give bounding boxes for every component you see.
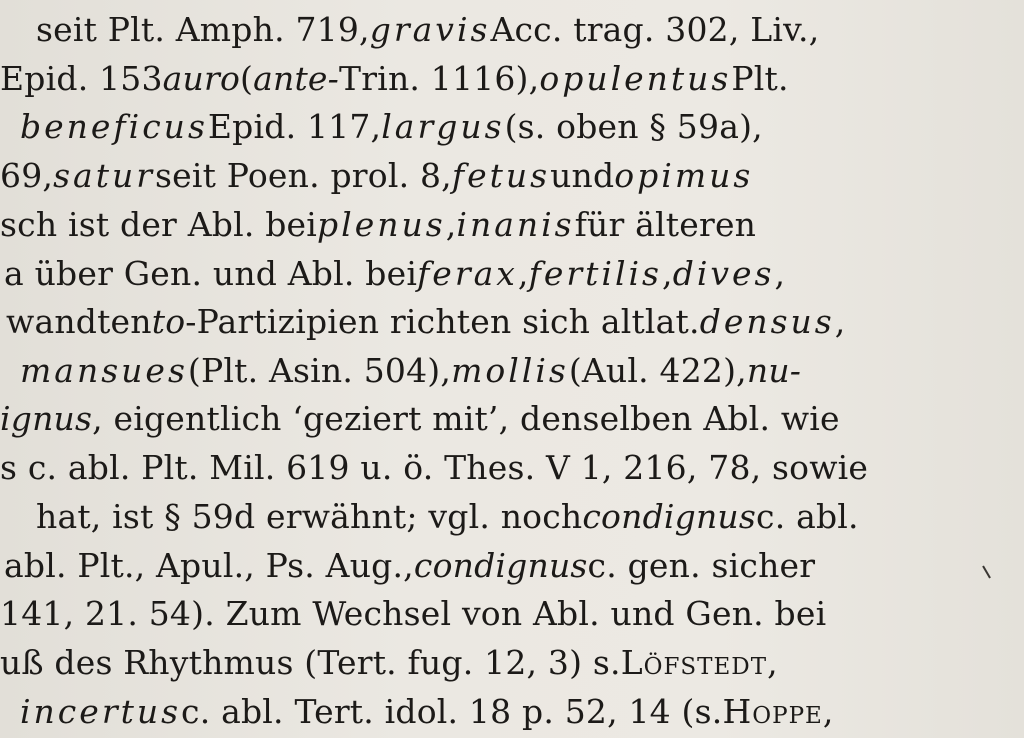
text-line-1 [36,6,976,54]
text-run: seit Poen. prol. 8, [155,156,452,195]
text-run: (Aul. 422), [568,351,747,390]
text-run: Epid. 117, [207,107,382,146]
text-line-6 [4,250,944,298]
text-run: -Partizipien richten sich altlat. [185,302,700,341]
text-run: s c. abl. Plt. Mil. 619 u. ö. Thes. V 1, 216, 78, sowie [0,448,869,487]
text-line-10 [0,444,940,492]
text-run: , eigentlich ‘geziert mit’, denselben Abl. wie [92,399,840,438]
text-line-4 [0,152,940,200]
text-run: Trin. 1116), [339,59,540,98]
latin-term: dives [672,254,775,293]
text-run: c. abl. [756,497,859,536]
text-line-7 [6,298,946,346]
latin-term: plenus [317,205,446,244]
text-run: , [774,254,786,293]
text-run: abl. Plt., Apul., Ps. Aug., [4,546,414,585]
latin-term: auro [162,59,241,98]
latin-term: mollis [451,351,569,390]
latin-term: ferax [417,254,518,293]
text-run: (Plt. Asin. 504), [187,351,452,390]
text-run: sch ist der Abl. bei [0,205,318,244]
text-run: c. abl. Tert. idol. 18 p. 52, 14 (s. [181,692,723,731]
text-line-15 [20,688,960,736]
text-run: wandten [6,302,152,341]
text-run: uß des Rhythmus (Tert. fug. 12, 3) s. [0,643,621,682]
text-line-11 [36,493,976,541]
text-run: , [834,302,846,341]
text-run: , [822,692,834,731]
margin-mark [982,561,998,578]
latin-term: to [151,302,186,341]
text-run: a über Gen. und Abl. bei [4,254,418,293]
author-name: Hoppe [722,692,823,731]
author-name: Löfstedt [620,643,768,682]
latin-term: gravis [369,10,491,49]
text-run: , [517,254,529,293]
latin-term: beneficus [20,107,208,146]
text-line-14 [0,639,940,687]
latin-term: densus [699,302,835,341]
latin-term: opulentus [539,59,732,98]
text-run: , [445,205,457,244]
text-line-2 [0,55,940,103]
text-run: für älteren [574,205,757,244]
text-line-3 [20,103,960,151]
latin-term: condignus [582,497,757,536]
text-run: Epid. 153 [0,59,163,98]
text-line-5 [0,201,940,249]
text-line-8 [20,347,960,395]
latin-term: fetus [451,156,551,195]
latin-term: fertilis [528,254,662,293]
text-line-9 [0,395,940,443]
text-run: , [767,643,778,682]
text-run: Acc. trag. 302, Liv., [490,10,820,49]
latin-term: mansues [20,351,188,390]
text-line-12 [4,542,944,590]
text-run: c. gen. sicher [587,546,816,585]
text-run: ( [240,59,254,98]
text-run: und [550,156,615,195]
latin-term: nu- [746,351,802,390]
text-run: seit Plt. Amph. 719, [36,10,370,49]
latin-term: ignus [0,399,93,438]
latin-term: opimus [614,156,754,195]
latin-term: ante- [253,59,339,98]
latin-term: inanis [456,205,575,244]
text-run: 141, 21. 54). Zum Wechsel von Abl. und Gen. bei [0,594,827,633]
text-run: hat, ist § 59d erwähnt; vgl. noch [36,497,583,536]
latin-term: condignus [413,546,588,585]
text-line-13 [0,590,940,638]
latin-term: incertus [20,692,182,731]
latin-term: largus [381,107,505,146]
text-run: Plt. [731,59,789,98]
text-run: 69, [0,156,54,195]
text-run: , [662,254,673,293]
text-run: (s. oben § 59a), [504,107,763,146]
latin-term: satur [53,156,155,195]
